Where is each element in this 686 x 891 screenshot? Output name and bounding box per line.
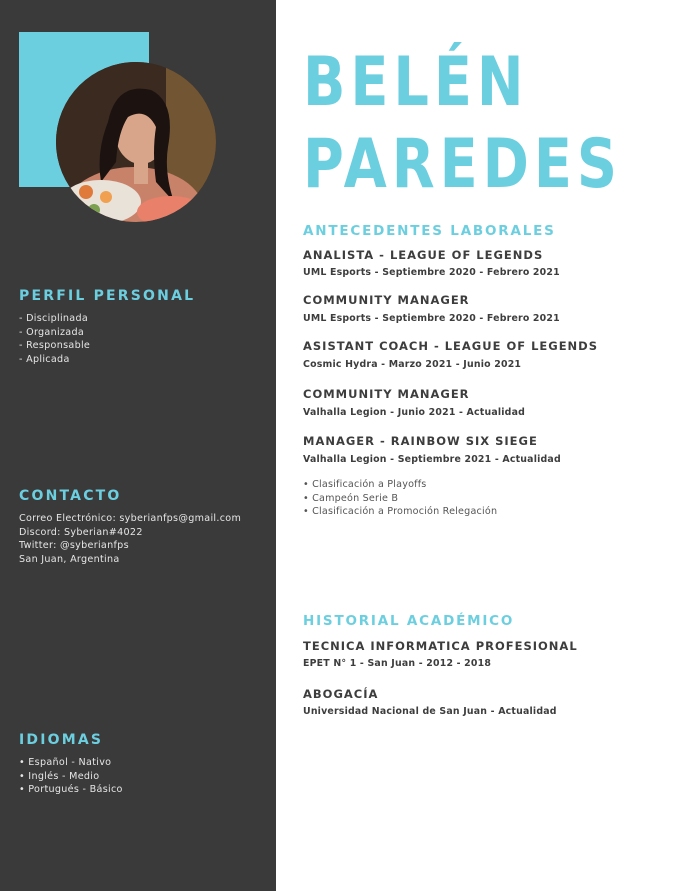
job-title: ASISTANT COACH - LEAGUE OF LEGENDS [303,339,599,353]
contacto-heading: CONTACTO [19,488,122,504]
twitter-text: Twitter: @syberianfps [19,540,129,552]
academico-heading: HISTORIAL ACADÉMICO [303,613,515,629]
job-title: COMMUNITY MANAGER [303,293,470,307]
profile-photo [56,62,216,222]
job-subtitle: Valhalla Legion - Junio 2021 - Actualidad [303,407,526,418]
list-item: - Aplicada [19,353,70,365]
last-name: PAREDES [303,125,622,204]
list-item: - Responsable [19,340,91,352]
list-item: • Campeón Serie B [303,492,399,504]
job-title: ANALISTA - LEAGUE OF LEGENDS [303,248,544,262]
list-item: - Disciplinada [19,313,89,324]
job-title: MANAGER - RAINBOW SIX SIEGE [303,434,538,448]
person-name [303,42,622,206]
list-item: • Español - Nativo [19,757,112,768]
perfil-heading: PERFIL PERSONAL [19,288,196,304]
list-item: - Organizada [19,326,85,338]
perfil-list [19,312,90,366]
laboral-heading: ANTECEDENTES LABORALES [303,223,556,239]
job-subtitle: Cosmic Hydra - Marzo 2021 - Junio 2021 [303,359,522,370]
email-text: Correo Electrónico: syberianfps@gmail.com [19,513,242,524]
job-subtitle: Valhalla Legion - Septiembre 2021 - Actualidad [303,454,561,465]
list-item: • Portugués - Básico [19,784,123,796]
contacto-list [19,512,241,566]
idiomas-heading: IDIOMAS [19,732,104,748]
portrait-illustration [56,62,216,222]
degree-title: TECNICA INFORMATICA PROFESIONAL [303,639,578,653]
discord-text: Discord: Syberian#4022 [19,526,143,538]
first-name: BELÉN [303,43,529,122]
list-item: • Clasificación a Promoción Relegación [303,506,498,518]
degree-subtitle: Universidad Nacional de San Juan - Actualidad [303,706,557,717]
achievements-list [303,478,497,519]
degree-title: ABOGACÍA [303,687,379,701]
location-text: San Juan, Argentina [19,553,120,565]
degree-subtitle: EPET N° 1 - San Juan - 2012 - 2018 [303,658,492,669]
job-subtitle: UML Esports - Septiembre 2020 - Febrero 2021 [303,313,560,324]
job-subtitle: UML Esports - Septiembre 2020 - Febrero 2021 [303,267,560,278]
list-item: • Clasificación a Playoffs [303,479,427,490]
job-title: COMMUNITY MANAGER [303,387,470,401]
list-item: • Inglés - Medio [19,770,100,782]
idiomas-list [19,756,123,797]
sidebar [0,0,276,891]
